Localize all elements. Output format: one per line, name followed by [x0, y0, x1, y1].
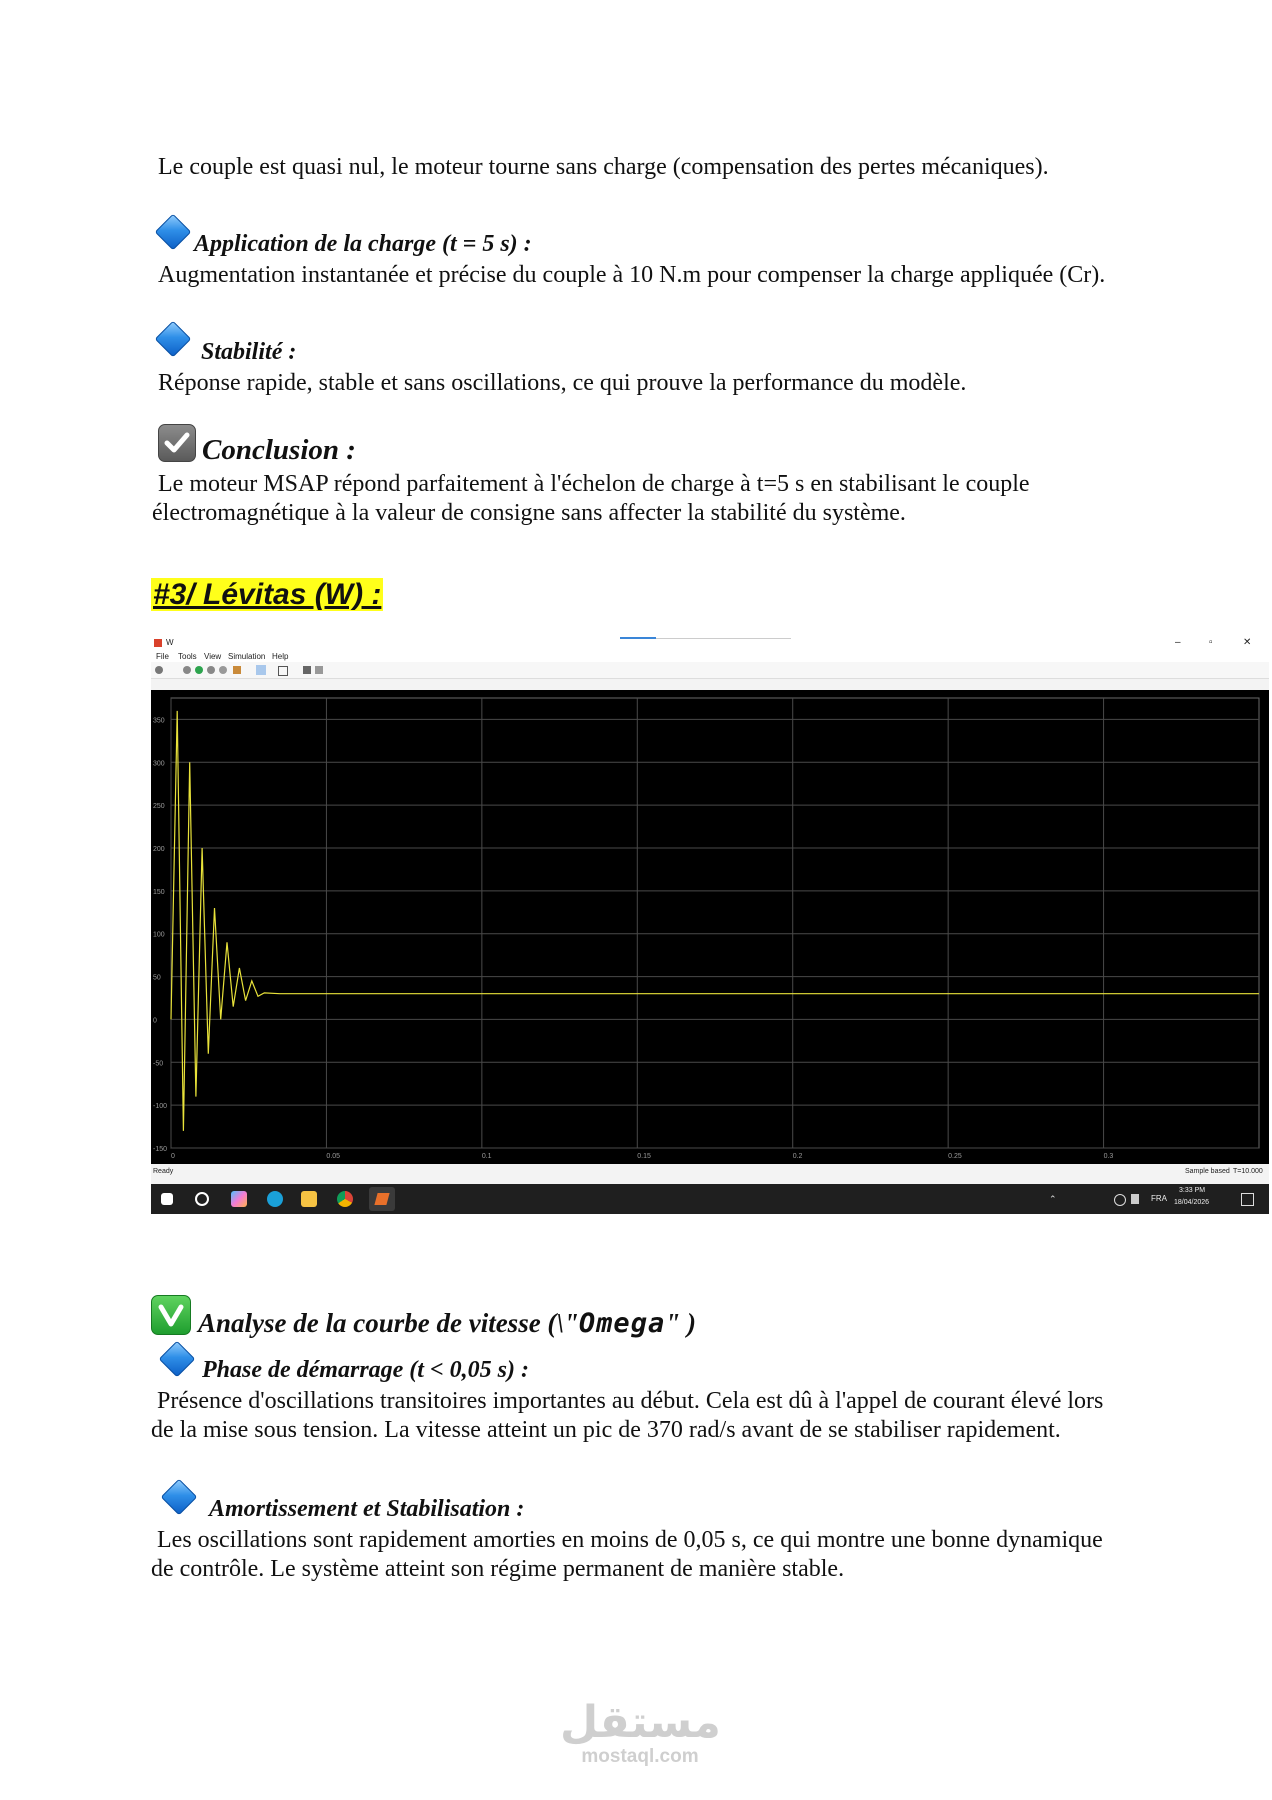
search-icon[interactable]: [195, 1192, 209, 1206]
stop-icon[interactable]: [219, 666, 227, 674]
y-tick-label: 300: [153, 760, 165, 768]
x-tick-label: 0.05: [326, 1153, 341, 1160]
menu-simulation[interactable]: Simulation: [228, 652, 266, 661]
y-tick-label: 0: [153, 1017, 157, 1025]
x-tick-label: 0.2: [792, 1153, 803, 1160]
x-tick-label: 0.1: [481, 1153, 492, 1160]
cursor-icon[interactable]: [256, 665, 266, 675]
stabilite-heading: Stabilité :: [201, 339, 297, 365]
demarrage-body: Présence d'oscillations transitoires importantes au début. Cela est dû à l'appel de courant élevé lors de la mise sous tension. La vitesse atteint un pic de 370 rad/s avant de se stabiliser rapidement.: [151, 1388, 1104, 1443]
volume-icon[interactable]: [1131, 1194, 1139, 1204]
edge-icon[interactable]: [267, 1191, 283, 1207]
diamond-bullet-icon: [159, 1341, 196, 1378]
y-tick-label: 150: [153, 888, 165, 896]
analyse-heading-prefix: Analyse de la courbe de vitesse (\": [198, 1308, 579, 1338]
minimize-button[interactable]: –: [1175, 637, 1181, 648]
menu-view[interactable]: View: [204, 652, 222, 661]
amortissement-heading: Amortissement et Stabilisation :: [209, 1496, 525, 1522]
edit-icon[interactable]: [315, 666, 323, 674]
analyse-heading: [198, 1308, 696, 1339]
x-tick-label: 0: [171, 1153, 175, 1160]
y-tick-label: 200: [153, 846, 165, 853]
diamond-bullet-icon: [155, 321, 192, 358]
scope-chart: [151, 690, 1269, 1164]
stabilite-body: Réponse rapide, stable et sans oscillations, ce qui prouve la performance du modèle.: [158, 370, 967, 396]
menu-file[interactable]: File: [156, 652, 169, 661]
status-time: T=10.000: [1233, 1168, 1263, 1175]
checkmark-icon: [151, 1295, 191, 1335]
watermark-logo: [560, 1700, 720, 1768]
watermark-arabic: مستقل: [560, 1698, 721, 1747]
run-icon[interactable]: [195, 666, 203, 674]
omega-symbol: Omega: [578, 1308, 666, 1339]
diamond-bullet-icon: [155, 214, 192, 251]
language-indicator[interactable]: FRA: [1151, 1194, 1167, 1203]
status-ready: Ready: [153, 1168, 174, 1175]
watermark-latin: mostaql.com: [581, 1746, 699, 1767]
status-mode: Sample based: [1185, 1168, 1230, 1175]
close-button[interactable]: ✕: [1243, 637, 1252, 648]
scope-screenshot: [151, 636, 1269, 1214]
x-tick-label: 0.15: [637, 1153, 651, 1160]
tray-icons: ⌃: [1049, 1194, 1057, 1204]
analyse-heading-suffix: " ): [665, 1308, 696, 1338]
diamond-bullet-icon: [161, 1479, 198, 1516]
settings-icon[interactable]: [155, 666, 163, 674]
section-title: #3/ Lévitas (W) :: [153, 578, 382, 611]
y-tick-label: 100: [153, 931, 165, 939]
y-tick-label: -100: [153, 1103, 168, 1111]
step-back-icon[interactable]: [183, 666, 191, 674]
y-tick-label: 250: [153, 803, 165, 811]
menu-tools[interactable]: Tools: [178, 652, 197, 661]
y-tick-label: 50: [153, 974, 161, 982]
scope-plot[interactable]: [151, 690, 1269, 1164]
y-tick-label: -50: [153, 1060, 164, 1068]
conclusion-body: Le moteur MSAP répond parfaitement à l'échelon de charge à t=5 s en stabilisant le couple électromagnétique à la valeur de consigne sans affecter la stabilité du système.: [152, 471, 1030, 526]
network-icon[interactable]: [1114, 1194, 1126, 1206]
y-tick-label: 350: [153, 717, 165, 725]
x-tick-label: 0.25: [948, 1153, 962, 1160]
status-bar: [151, 1164, 1269, 1184]
app-icon: [154, 639, 162, 647]
step-forward-icon[interactable]: [207, 666, 215, 674]
plot-area: [171, 698, 1259, 1148]
taskbar: [151, 1184, 1269, 1214]
window-title: W: [166, 638, 174, 647]
intro-paragraph: Le couple est quasi nul, le moteur tourne sans charge (compensation des pertes mécaniques).: [158, 154, 1049, 180]
conclusion-heading: Conclusion :: [202, 434, 356, 466]
y-tick-label: -150: [153, 1146, 168, 1153]
pin-icon[interactable]: [303, 666, 311, 674]
zoom-icon[interactable]: [278, 666, 288, 676]
amortissement-body: Les oscillations sont rapidement amorties en moins de 0,05 s, ce qui montre une bonne dynamique de contrôle. Le système atteint son régime permanent de manière stable.: [151, 1527, 1103, 1582]
clock-time[interactable]: 3:33 PM: [1179, 1187, 1206, 1194]
charge-heading: Application de la charge (t = 5 s) :: [194, 231, 532, 257]
chrome-icon[interactable]: [337, 1191, 353, 1207]
file-explorer-icon[interactable]: [301, 1191, 317, 1207]
demarrage-heading: Phase de démarrage (t < 0,05 s) :: [202, 1357, 529, 1383]
notification-icon[interactable]: [1241, 1193, 1254, 1206]
toolbar: [151, 662, 1269, 679]
maximize-button[interactable]: ▫: [1209, 637, 1213, 648]
clock-date[interactable]: 18/04/2026: [1174, 1199, 1210, 1206]
checkbox-icon: [158, 424, 196, 462]
windows-start-icon[interactable]: [161, 1193, 173, 1205]
copilot-icon[interactable]: [231, 1191, 247, 1207]
window-title-bar: [151, 636, 1269, 650]
highlight-icon[interactable]: [233, 666, 241, 674]
menu-help[interactable]: Help: [272, 652, 289, 661]
charge-body: Augmentation instantanée et précise du couple à 10 N.m pour compenser la charge appliquée (Cr).: [158, 262, 1106, 288]
x-tick-label: 0.3: [1103, 1153, 1114, 1160]
menu-bar: [151, 650, 1269, 662]
